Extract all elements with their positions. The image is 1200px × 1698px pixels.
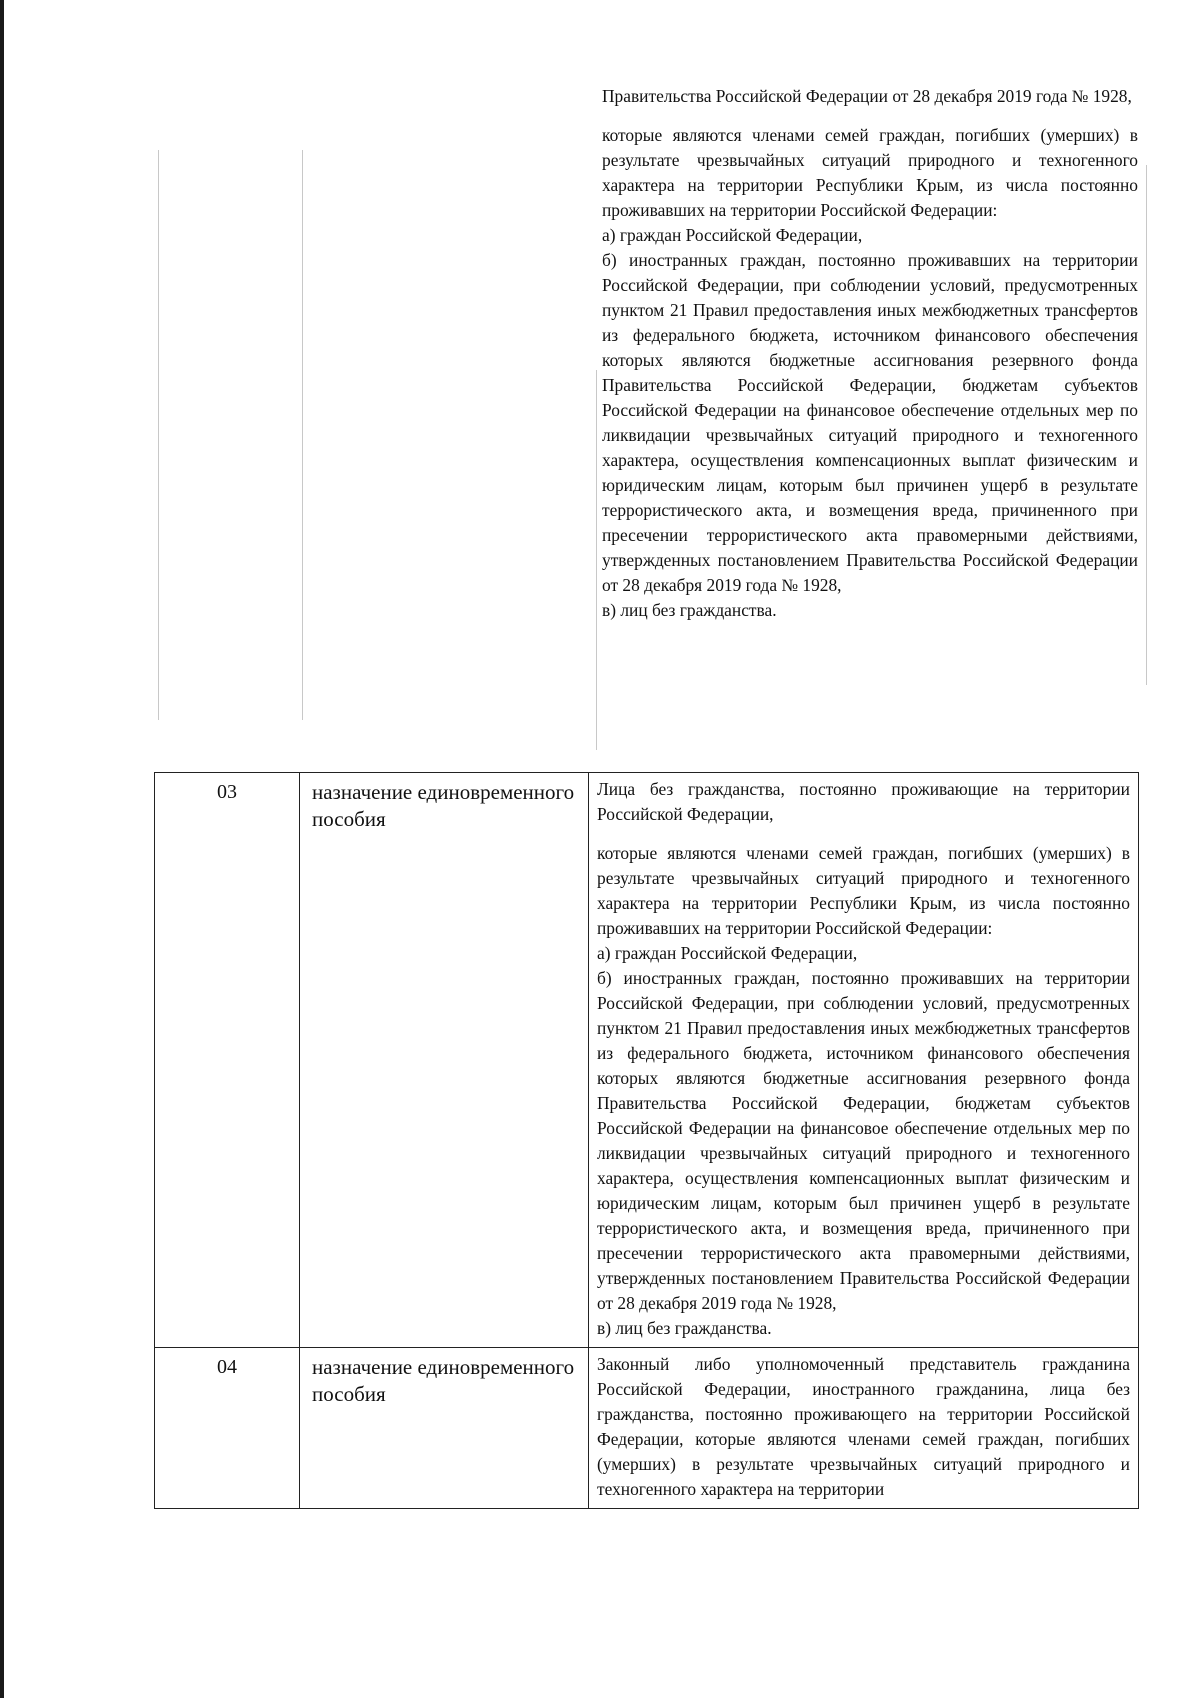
continuation-item-b: б) иностранных граждан, постоянно проживавших на территории Российской Федерации, при соблюдении условий, предусмотренных пунктом 21 Правил предоставления иных межбюджетных трансфертов из федерального бюджета, источником финансового обеспечения которых являются бюджетные ассигнования резервного фонда Правительства Российской Федерации, бюджетам субъектов Российской Федерации на финансовое обеспечение отдельных мер по ликвидации чрезвычайных ситуаций природного и техногенного характера, осуществления компенсационных выплат физическим и юридическим лицам, которым был причинен ущерб в результате террористического акта, и возмещения вреда, причиненного при пресечении террористического акта правомерными действиями, утвержденных постановлением Правительства Российской Федерации от 28 декабря 2019 года № 1928, [602, 250, 1138, 595]
scan-artifact-line [302, 150, 303, 720]
continuation-lead: Правительства Российской Федерации от 28 декабря 2019 года № 1928, [602, 86, 1132, 106]
continuation-item-a: а) граждан Российской Федерации, [602, 225, 863, 245]
applicants-item-c: в) лиц без гражданства. [597, 1318, 772, 1338]
scan-artifact-line [596, 370, 597, 750]
services-table [154, 772, 1139, 1509]
applicants-item-b: б) иностранных граждан, постоянно проживавших на территории Российской Федерации, при соблюдении условий, предусмотренных пунктом 21 Правил предоставления иных межбюджетных трансфертов из федерального бюджета, источником финансового обеспечения которых являются бюджетные ассигнования резервного фонда Правительства Российской Федерации, бюджетам субъектов Российской Федерации на финансовое обеспечение отдельных мер по ликвидации чрезвычайных ситуаций природного и техногенного характера, осуществления компенсационных выплат физическим и юридическим лицам, которым был причинен ущерб в результате террористического акта, и возмещения вреда, причиненного при пресечении террористического акта правомерными действиями, утвержденных постановлением Правительства Российской Федерации от 28 декабря 2019 года № 1928, [597, 968, 1130, 1313]
applicants-lead: Лица без гражданства, постоянно проживающие на территории Российской Федерации, [597, 779, 1130, 824]
applicants-text: Законный либо уполномоченный представитель гражданина Российской Федерации, иностранного гражданина, лица без гражданства, постоянно проживающего на территории Российской Федерации, которые являются членами семей граждан, погибших (умерших) в результате чрезвычайных ситуаций природного и техногенного характера на территории [597, 1354, 1130, 1499]
row-number: 03 [155, 773, 300, 1348]
continuation-item-c: в) лиц без гражданства. [602, 600, 777, 620]
applicants-cell [589, 773, 1139, 1348]
scan-artifact-line [1146, 165, 1147, 685]
applicants-cell [589, 1348, 1139, 1509]
service-name: назначение единовременного пособия [300, 773, 589, 1348]
scan-artifact-line [158, 150, 159, 720]
scan-edge [0, 0, 4, 1698]
applicants-intro: которые являются членами семей граждан, погибших (умерших) в результате чрезвычайных ситуаций природного и техногенного характера на территории Республики Крым, из числа постоянно проживавших на территории Российской Федерации: [597, 843, 1130, 938]
table-row [155, 773, 1139, 1348]
service-name: назначение единовременного пособия [300, 1348, 589, 1509]
row-number: 04 [155, 1348, 300, 1509]
applicants-item-a: а) граждан Российской Федерации, [597, 943, 858, 963]
continuation-intro: которые являются членами семей граждан, погибших (умерших) в результате чрезвычайных ситуаций природного и техногенного характера на территории Республики Крым, из числа постоянно проживавших на территории Российской Федерации: [602, 125, 1138, 220]
continuation-text [602, 84, 1138, 623]
table-row [155, 1348, 1139, 1509]
